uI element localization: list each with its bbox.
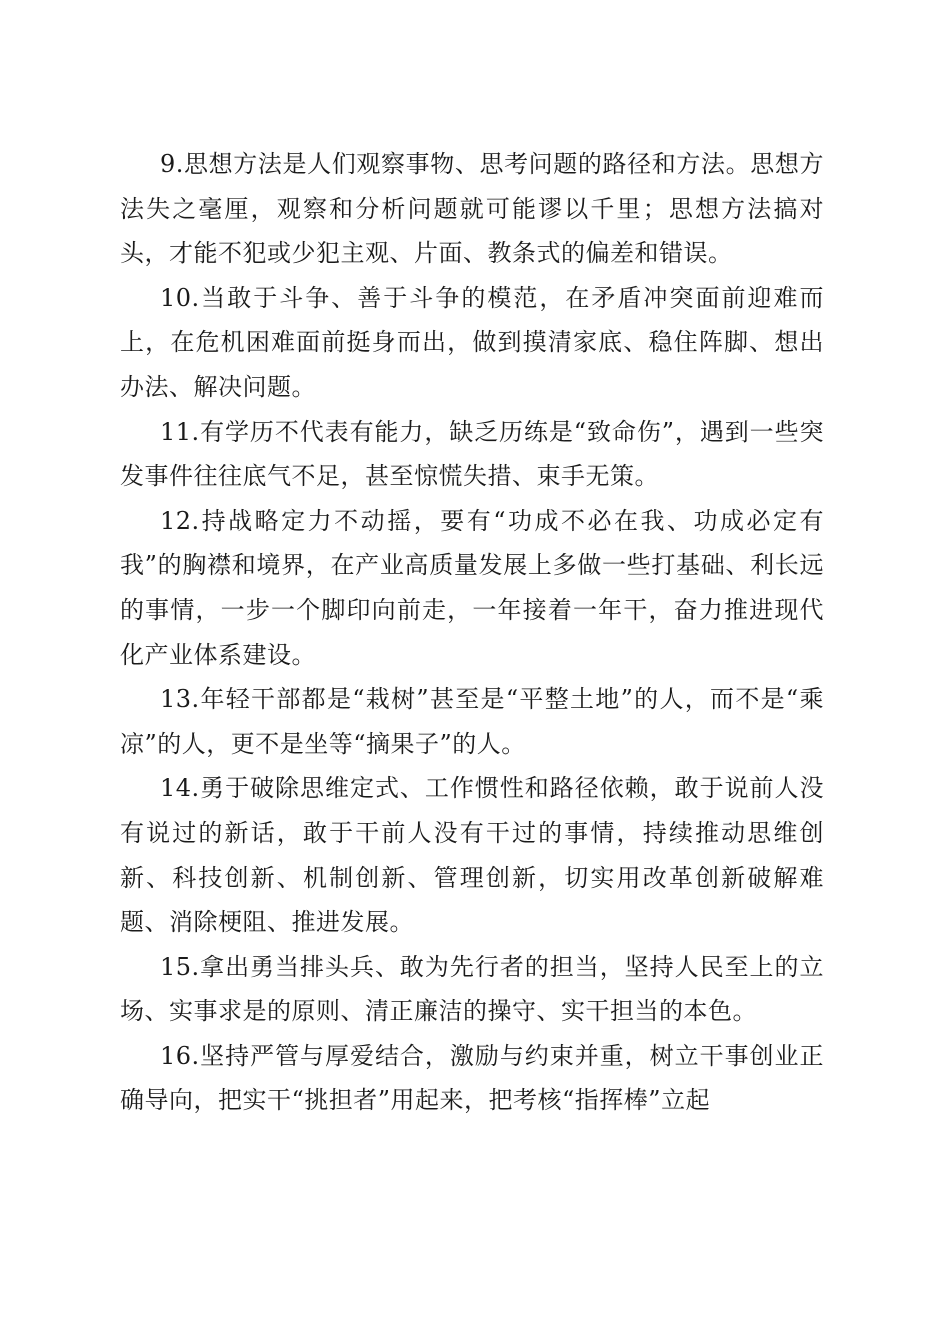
paragraph-10: 10.当敢于斗争、善于斗争的模范，在矛盾冲突面前迎难而上，在危机困难面前挺身而出，做到摸清家底、稳住阵脚、想出办法、解决问题。 (120, 283, 824, 401)
paragraph-14: 14.勇于破除思维定式、工作惯性和路径依赖，敢于说前人没有说过的新话，敢于干前人没有干过的事情，持续推动思维创新、科技创新、机制创新、管理创新，切实用改革创新破解难题、消除梗阻、推进发展。 (120, 774, 824, 937)
paragraph-12: 12.持战略定力不动摇，要有“功成不必在我、功成必定有我”的胸襟和境界，在产业高质量发展上多做一些打基础、利长远的事情，一步一个脚印向前走，一年接着一年干，奋力推进现代化产业体系建设。 (120, 506, 824, 669)
document-body (120, 142, 824, 1123)
paragraph-13: 13.年轻干部都是“栽树”甚至是“平整土地”的人，而不是“乘凉”的人，更不是坐等“摘果子”的人。 (120, 685, 824, 758)
paragraph-9: 9.思想方法是人们观察事物、思考问题的路径和方法。思想方法失之毫厘，观察和分析问题就可能谬以千里；思想方法搞对头，才能不犯或少犯主观、片面、教条式的偏差和错误。 (120, 150, 824, 268)
paragraph-16: 16.坚持严管与厚爱结合，激励与约束并重，树立干事创业正确导向，把实干“挑担者”用起来，把考核“指挥棒”立起 (120, 1041, 824, 1115)
paragraph-11: 11.有学历不代表有能力，缺乏历练是“致命伤”，遇到一些突发事件往往底气不足，甚至惊慌失措、束手无策。 (120, 417, 824, 491)
paragraph-15: 15.拿出勇当排头兵、敢为先行者的担当，坚持人民至上的立场、实事求是的原则、清正廉洁的操守、实干担当的本色。 (120, 952, 824, 1026)
